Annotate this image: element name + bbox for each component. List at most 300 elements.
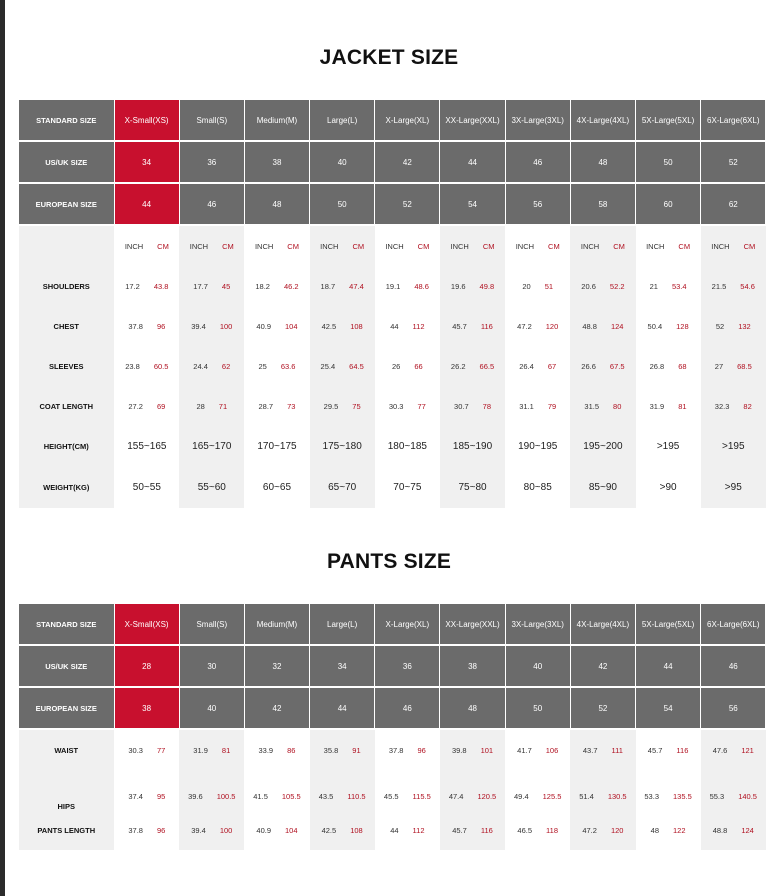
measurement-cm-value: 96 xyxy=(417,745,426,755)
measurement-cm-value: 78 xyxy=(482,401,491,411)
unit-cm-value: CM xyxy=(287,241,299,251)
measurement-cell xyxy=(375,306,440,346)
measurement-inch-value: 48.8 xyxy=(582,321,597,331)
european-size-cell: 48 xyxy=(244,183,309,225)
jacket-size-title: JACKET SIZE xyxy=(319,46,459,69)
european-size-cell: 56 xyxy=(701,687,766,729)
measurement-cm-value: 68 xyxy=(678,361,687,371)
measurement-cell xyxy=(505,386,570,426)
measurement-cell xyxy=(701,306,766,346)
measurement-inch-value: 21 xyxy=(649,281,658,291)
measurement-cell xyxy=(375,266,440,306)
european-size-cell: 40 xyxy=(179,687,244,729)
european-size-cell: 58 xyxy=(570,183,635,225)
measurement-cm-value: 111 xyxy=(611,745,623,755)
unit-inch-value: INCH xyxy=(254,241,274,251)
measurement-cm-value: 81 xyxy=(221,745,231,755)
european-size-cell: 60 xyxy=(636,183,701,225)
measurement-inch-value: 28.7 xyxy=(258,401,274,411)
measurement-cell xyxy=(636,266,701,306)
measurement-cell xyxy=(244,306,309,346)
standard-size-cell: 4X-Large(4XL) xyxy=(570,604,635,645)
measurement-value-pair xyxy=(179,792,244,801)
measurement-cm-value: 63.6 xyxy=(280,361,296,371)
pants-european-size-row xyxy=(19,687,766,729)
measurement-cm-value: 45 xyxy=(221,281,231,291)
measurement-cell xyxy=(570,346,635,386)
measurement-cell xyxy=(701,770,766,810)
measurement-value-pair xyxy=(310,746,375,755)
units-cell xyxy=(636,225,701,266)
height-cell: 190~195 xyxy=(505,426,570,467)
measurement-cell xyxy=(636,346,701,386)
measurement-inch-value: 48 xyxy=(650,825,659,835)
measurement-cm-value: 106 xyxy=(545,745,559,755)
height-cell: 195~200 xyxy=(570,426,635,467)
measurement-value-pair xyxy=(701,826,766,835)
us-uk-size-cell: 44 xyxy=(440,141,505,183)
measurement-cell xyxy=(310,729,375,770)
measurement-label: SHOULDERS xyxy=(19,266,114,306)
measurement-cell xyxy=(440,770,505,810)
us-uk-size-cell: 48 xyxy=(570,141,635,183)
european-size-cell: 50 xyxy=(310,183,375,225)
units-cell xyxy=(440,225,505,266)
measurement-value-pair xyxy=(179,402,244,411)
measurement-inch-value: 19.1 xyxy=(385,281,401,291)
standard-size-cell: 5X-Large(5XL) xyxy=(636,604,701,645)
measurement-inch-value: 31.5 xyxy=(584,401,600,411)
unit-inch-value: INCH xyxy=(580,241,600,251)
weight-cell: 75~80 xyxy=(440,467,505,508)
pants-size-table xyxy=(19,604,766,850)
unit-cm-value: CM xyxy=(743,241,756,251)
measurement-inch-value: 39.4 xyxy=(191,321,206,331)
measurement-inch-value: 43.5 xyxy=(318,791,334,801)
unit-value-pair xyxy=(636,242,701,251)
measurement-cm-value: 140.5 xyxy=(738,791,757,801)
measurement-cm-value: 52.2 xyxy=(609,281,625,291)
measurement-value-pair xyxy=(701,282,766,291)
pants-standard-size-row xyxy=(19,604,766,645)
unit-value-pair xyxy=(115,242,180,251)
measurement-cm-value: 128 xyxy=(676,321,689,331)
measurement-value-pair xyxy=(115,792,180,801)
measurement-value-pair xyxy=(375,282,440,291)
measurement-cell xyxy=(440,266,505,306)
pants-us-uk-size-row xyxy=(19,645,766,687)
unit-inch-value: INCH xyxy=(711,241,730,251)
measurement-cm-value: 91 xyxy=(352,745,361,755)
jacket-european-size-row xyxy=(19,183,766,225)
standard-size-label: STANDARD SIZE xyxy=(19,604,114,645)
measurement-inch-value: 26.4 xyxy=(519,361,534,371)
us-uk-size-cell: 34 xyxy=(310,645,375,687)
measurement-inch-value: 47.4 xyxy=(448,791,464,801)
us-uk-size-cell: 52 xyxy=(701,141,766,183)
unit-value-pair xyxy=(179,242,244,251)
standard-size-cell: Small(S) xyxy=(179,100,244,141)
measurement-value-pair xyxy=(570,792,635,801)
measurement-cm-value: 110.5 xyxy=(347,791,366,801)
measurement-cm-value: 73 xyxy=(287,401,296,411)
measurement-cm-value: 66 xyxy=(414,361,423,371)
measurement-value-pair xyxy=(115,402,180,411)
measurement-cm-value: 132 xyxy=(738,321,751,331)
european-size-cell: 54 xyxy=(636,687,701,729)
measurement-value-pair xyxy=(310,792,375,801)
measurement-inch-value: 23.8 xyxy=(125,361,140,371)
measurement-value-pair xyxy=(244,362,309,371)
measurement-inch-value: 51.4 xyxy=(579,791,594,801)
measurement-cell xyxy=(310,346,375,386)
measurement-cm-value: 96 xyxy=(156,321,166,331)
measurement-value-pair xyxy=(505,402,570,411)
measurement-cm-value: 54.6 xyxy=(740,281,755,291)
measurement-cell xyxy=(114,729,179,770)
measurement-value-pair xyxy=(310,322,375,331)
units-label-blank xyxy=(19,225,114,266)
measurement-cell xyxy=(375,770,440,810)
weight-cell: 70~75 xyxy=(375,467,440,508)
measurement-value-pair xyxy=(570,746,635,755)
weight-cell: 80~85 xyxy=(505,467,570,508)
measurement-cm-value: 112 xyxy=(412,825,425,835)
measurement-value-pair xyxy=(440,402,505,411)
measurement-inch-value: 48.8 xyxy=(712,825,728,835)
european-size-label: EUROPEAN SIZE xyxy=(19,687,114,729)
unit-cm-value: CM xyxy=(352,241,365,251)
measurement-cm-value: 100 xyxy=(219,825,233,835)
measurement-label: HIPS xyxy=(19,770,114,810)
measurement-cm-value: 49.8 xyxy=(479,281,495,291)
measurement-cm-value: 116 xyxy=(480,321,493,331)
measurement-cell xyxy=(179,346,244,386)
measurement-cell xyxy=(570,770,635,810)
standard-size-cell: 3X-Large(3XL) xyxy=(505,604,570,645)
measurement-cell xyxy=(114,386,179,426)
unit-value-pair xyxy=(375,242,440,251)
measurement-value-pair xyxy=(505,792,570,801)
european-size-cell: 54 xyxy=(440,183,505,225)
measurement-inch-value: 45.7 xyxy=(647,745,663,755)
measurement-value-pair xyxy=(636,282,701,291)
unit-cm-value: CM xyxy=(678,241,691,251)
unit-inch-value: INCH xyxy=(385,241,404,251)
measurement-inch-value: 47.6 xyxy=(712,745,728,755)
measurement-cell xyxy=(440,306,505,346)
unit-inch-value: INCH xyxy=(124,241,144,251)
height-label: HEIGHT(CM) xyxy=(19,426,114,467)
measurement-label: SLEEVES xyxy=(19,346,114,386)
measurement-cm-value: 46.2 xyxy=(283,281,299,291)
measurement-cm-value: 100 xyxy=(219,321,233,331)
measurement-value-pair xyxy=(701,746,766,755)
measurement-inch-value: 24.4 xyxy=(193,361,208,371)
measurement-inch-value: 17.2 xyxy=(125,281,140,291)
measurement-cm-value: 81 xyxy=(678,401,687,411)
measurement-value-pair xyxy=(179,322,244,331)
measurement-inch-value: 42.5 xyxy=(321,321,337,331)
measurement-value-pair xyxy=(244,826,309,835)
measurement-value-pair xyxy=(179,362,244,371)
measurement-inch-value: 31.9 xyxy=(193,745,208,755)
measurement-cm-value: 115.5 xyxy=(412,791,431,801)
measurement-value-pair xyxy=(505,362,570,371)
measurement-inch-value: 32.3 xyxy=(714,401,730,411)
measurement-cell xyxy=(505,266,570,306)
unit-cm-value: CM xyxy=(222,241,234,251)
us-uk-size-cell: 36 xyxy=(179,141,244,183)
measurement-inch-value: 18.2 xyxy=(255,281,270,291)
jacket-measurement-row xyxy=(19,266,766,306)
measurement-value-pair xyxy=(244,322,309,331)
measurement-value-pair xyxy=(244,402,309,411)
measurement-value-pair xyxy=(636,746,701,755)
measurement-cell xyxy=(701,266,766,306)
measurement-cell xyxy=(505,346,570,386)
unit-cm-value: CM xyxy=(482,241,495,251)
standard-size-cell: Large(L) xyxy=(310,100,375,141)
measurement-cell xyxy=(701,729,766,770)
standard-size-cell: X-Large(XL) xyxy=(375,604,440,645)
measurement-cm-value: 95 xyxy=(156,791,166,801)
units-cell xyxy=(114,225,179,266)
measurement-value-pair xyxy=(570,826,635,835)
jacket-height-row xyxy=(19,426,766,467)
measurement-inch-value: 27 xyxy=(714,361,724,371)
us-uk-size-cell: 40 xyxy=(310,141,375,183)
measurement-inch-value: 42.5 xyxy=(321,825,337,835)
us-uk-size-cell: 32 xyxy=(244,645,309,687)
measurement-inch-value: 26.6 xyxy=(581,361,596,371)
weight-cell: 60~65 xyxy=(244,467,309,508)
measurement-value-pair xyxy=(375,322,440,331)
units-cell xyxy=(505,225,570,266)
measurement-value-pair xyxy=(701,322,766,331)
height-cell: 185~190 xyxy=(440,426,505,467)
measurement-inch-value: 17.7 xyxy=(193,281,208,291)
european-size-cell: 50 xyxy=(505,687,570,729)
units-cell xyxy=(570,225,635,266)
measurement-inch-value: 29.5 xyxy=(323,401,339,411)
measurement-inch-value: 25.4 xyxy=(320,361,336,371)
us-uk-size-cell: 30 xyxy=(179,645,244,687)
measurement-inch-value: 44 xyxy=(390,321,399,331)
measurement-inch-value: 19.6 xyxy=(450,281,466,291)
weight-cell: >95 xyxy=(701,467,766,508)
measurement-inch-value: 20 xyxy=(522,281,531,291)
measurement-cm-value: 71 xyxy=(218,401,228,411)
height-cell: 175~180 xyxy=(310,426,375,467)
pants-measurement-row xyxy=(19,770,766,810)
measurement-cm-value: 104 xyxy=(285,825,298,835)
measurement-value-pair xyxy=(570,322,635,331)
measurement-value-pair xyxy=(310,402,375,411)
european-size-cell: 38 xyxy=(114,687,179,729)
european-size-cell: 46 xyxy=(375,687,440,729)
measurement-cell xyxy=(505,729,570,770)
measurement-cell xyxy=(244,810,309,850)
measurement-cm-value: 101 xyxy=(480,745,494,755)
measurement-inch-value: 18.7 xyxy=(320,281,336,291)
unit-cm-value: CM xyxy=(548,241,560,251)
measurement-cm-value: 68.5 xyxy=(737,361,752,371)
measurement-cell xyxy=(440,386,505,426)
pants-measurement-row xyxy=(19,810,766,850)
measurement-cm-value: 60.5 xyxy=(153,361,169,371)
measurement-cell xyxy=(636,386,701,426)
measurement-cm-value: 67 xyxy=(547,361,557,371)
measurement-cell xyxy=(244,729,309,770)
measurement-cell xyxy=(244,770,309,810)
measurement-value-pair xyxy=(440,826,505,835)
measurement-inch-value: 55.3 xyxy=(709,791,725,801)
height-cell: 170~175 xyxy=(244,426,309,467)
measurement-cm-value: 135.5 xyxy=(673,791,692,801)
weight-cell: 50~55 xyxy=(114,467,179,508)
measurement-inch-value: 37.8 xyxy=(128,321,143,331)
standard-size-cell: Medium(M) xyxy=(244,100,309,141)
measurement-inch-value: 26 xyxy=(392,361,401,371)
measurement-cm-value: 116 xyxy=(676,745,689,755)
measurement-inch-value: 37.8 xyxy=(128,825,143,835)
measurement-cm-value: 43.8 xyxy=(153,281,169,291)
measurement-cm-value: 122 xyxy=(673,825,686,835)
measurement-inch-value: 45.7 xyxy=(452,321,467,331)
measurement-cm-value: 118 xyxy=(546,825,558,835)
measurement-inch-value: 50.4 xyxy=(647,321,663,331)
standard-size-cell: XX-Large(XXL) xyxy=(440,100,505,141)
units-cell xyxy=(179,225,244,266)
units-cell xyxy=(701,225,766,266)
measurement-cm-value: 80 xyxy=(613,401,622,411)
measurement-cm-value: 77 xyxy=(417,401,426,411)
measurement-value-pair xyxy=(636,826,701,835)
unit-value-pair xyxy=(701,242,766,251)
measurement-cell xyxy=(179,770,244,810)
measurement-inch-value: 49.4 xyxy=(514,791,529,801)
us-uk-size-cell: 28 xyxy=(114,645,179,687)
measurement-cell xyxy=(570,729,635,770)
measurement-value-pair xyxy=(636,402,701,411)
measurement-value-pair xyxy=(310,362,375,371)
measurement-cm-value: 82 xyxy=(743,401,752,411)
measurement-cm-value: 69 xyxy=(156,401,166,411)
measurement-inch-value: 35.8 xyxy=(323,745,339,755)
measurement-value-pair xyxy=(244,746,309,755)
measurement-cm-value: 120 xyxy=(545,321,559,331)
measurement-inch-value: 39.8 xyxy=(451,745,467,755)
weight-label: WEIGHT(KG) xyxy=(19,467,114,508)
measurement-value-pair xyxy=(570,402,635,411)
unit-inch-value: INCH xyxy=(450,241,469,251)
standard-size-cell: 6X-Large(6XL) xyxy=(701,100,766,141)
standard-size-cell: X-Small(XS) xyxy=(114,100,179,141)
measurement-label: COAT LENGTH xyxy=(19,386,114,426)
measurement-cell xyxy=(636,729,701,770)
unit-value-pair xyxy=(570,242,635,251)
measurement-value-pair xyxy=(115,826,180,835)
pants-measurement-row xyxy=(19,729,766,770)
measurement-inch-value: 37.8 xyxy=(388,745,404,755)
measurement-cell xyxy=(310,386,375,426)
standard-size-cell: 3X-Large(3XL) xyxy=(505,100,570,141)
measurement-value-pair xyxy=(375,826,440,835)
measurement-inch-value: 26.8 xyxy=(649,361,665,371)
measurement-value-pair xyxy=(701,402,766,411)
measurement-cell xyxy=(179,266,244,306)
us-uk-size-label: US/UK SIZE xyxy=(19,645,114,687)
measurement-cm-value: 100.5 xyxy=(216,791,236,801)
weight-cell: 65~70 xyxy=(310,467,375,508)
measurement-value-pair xyxy=(375,402,440,411)
height-cell: >195 xyxy=(636,426,701,467)
measurement-value-pair xyxy=(179,826,244,835)
european-size-cell: 52 xyxy=(375,183,440,225)
measurement-value-pair xyxy=(570,282,635,291)
measurement-inch-value: 47.2 xyxy=(517,321,532,331)
jacket-weight-row xyxy=(19,467,766,508)
measurement-cell xyxy=(440,346,505,386)
measurement-cell xyxy=(636,306,701,346)
measurement-cm-value: 86 xyxy=(287,745,296,755)
measurement-cell xyxy=(114,306,179,346)
measurement-cell xyxy=(114,346,179,386)
measurement-value-pair xyxy=(505,826,570,835)
measurement-cell xyxy=(375,346,440,386)
jacket-measurement-row xyxy=(19,346,766,386)
measurement-cell xyxy=(375,729,440,770)
measurement-value-pair xyxy=(375,362,440,371)
european-size-cell: 46 xyxy=(179,183,244,225)
standard-size-cell: Small(S) xyxy=(179,604,244,645)
measurement-cm-value: 53.4 xyxy=(671,281,687,291)
measurement-cell xyxy=(636,770,701,810)
measurement-inch-value: 30.7 xyxy=(454,401,469,411)
jacket-us-uk-size-row xyxy=(19,141,766,183)
measurement-value-pair xyxy=(440,282,505,291)
measurement-inch-value: 33.9 xyxy=(258,745,274,755)
measurement-value-pair xyxy=(244,282,309,291)
us-uk-size-cell: 46 xyxy=(505,141,570,183)
measurement-cm-value: 112 xyxy=(412,321,425,331)
units-cell xyxy=(244,225,309,266)
standard-size-label: STANDARD SIZE xyxy=(19,100,114,141)
measurement-inch-value: 20.6 xyxy=(581,281,596,291)
measurement-value-pair xyxy=(375,746,440,755)
measurement-value-pair xyxy=(440,362,505,371)
measurement-cm-value: 66.5 xyxy=(479,361,495,371)
measurement-cell xyxy=(505,306,570,346)
units-cell xyxy=(375,225,440,266)
us-uk-size-cell: 46 xyxy=(701,645,766,687)
us-uk-size-label: US/UK SIZE xyxy=(19,141,114,183)
measurement-label: CHEST xyxy=(19,306,114,346)
measurement-cell xyxy=(375,810,440,850)
measurement-inch-value: 21.5 xyxy=(711,281,727,291)
measurement-inch-value: 40.9 xyxy=(256,321,272,331)
measurement-inch-value: 46.5 xyxy=(517,825,533,835)
measurement-label: WAIST xyxy=(19,729,114,770)
measurement-value-pair xyxy=(505,322,570,331)
measurement-inch-value: 47.2 xyxy=(582,825,597,835)
unit-inch-value: INCH xyxy=(189,241,209,251)
measurement-cell xyxy=(310,770,375,810)
measurement-inch-value: 43.7 xyxy=(582,745,598,755)
measurement-inch-value: 45.7 xyxy=(452,825,467,835)
height-cell: 180~185 xyxy=(375,426,440,467)
